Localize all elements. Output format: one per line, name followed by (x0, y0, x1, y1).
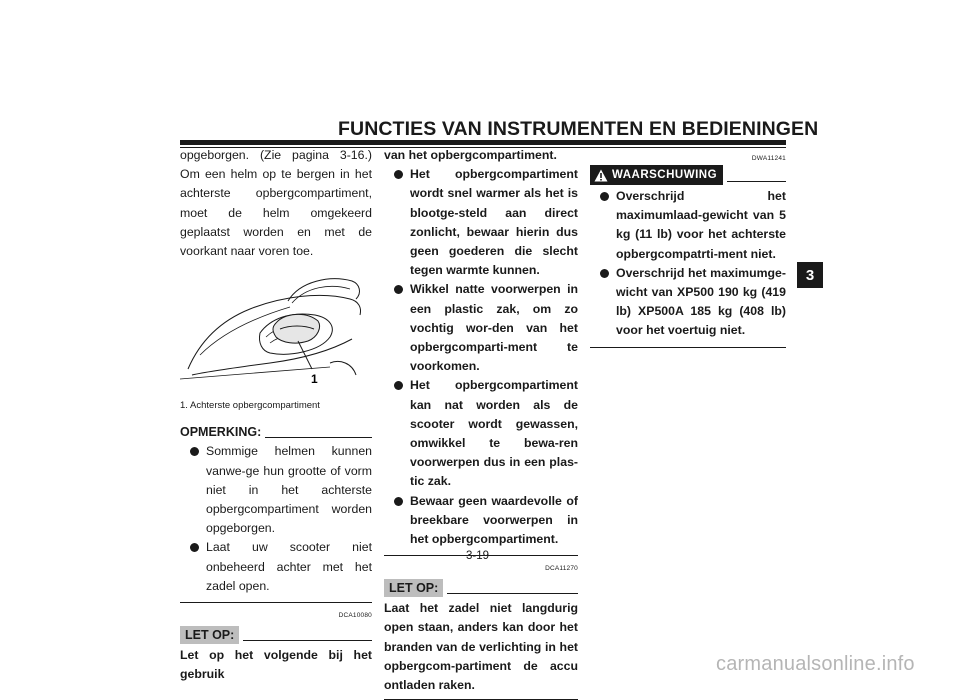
caution-code: DCA10080 (338, 612, 372, 620)
warning-end-rule (590, 347, 786, 348)
page-title: FUNCTIES VAN INSTRUMENTEN EN BEDIENINGEN (338, 118, 819, 140)
list-item: Laat uw scooter niet onbeheerd achter met het zadel open. (180, 538, 372, 596)
note-rule (265, 437, 372, 438)
bullet-icon (394, 497, 403, 506)
caution-text: Laat het zadel niet langdurig open staan, anders kan door het branden van de verlichting in het opbergcom-partiment de accu ontladen raken. (384, 601, 578, 693)
column-3 (590, 146, 786, 348)
bullet-icon (394, 285, 403, 294)
note-list (180, 442, 372, 596)
warning-list (590, 187, 786, 341)
list-item: Het opbergcompartiment kan nat worden als de scooter wordt gewassen, omwikkel te bewa-ren voorwerpen dus in een plas-tic zak. (384, 376, 578, 491)
figure-callout: 1 (311, 372, 318, 387)
warning-triangle-icon (594, 169, 608, 182)
caution-heading (180, 626, 372, 644)
figure-caption: 1. Achterste opbergcompartiment (180, 400, 320, 412)
warning-rule (727, 181, 786, 182)
caution-heading (384, 579, 578, 597)
caution-continuation: van het opbergcompartiment. (384, 148, 557, 162)
list-item: Sommige helmen kunnen vanwe-ge hun grootte of vorm niet in het achterste opbergcompartiment worden opgeborgen. (180, 442, 372, 538)
chapter-tab: 3 (797, 262, 823, 288)
storage-figure (180, 271, 372, 391)
warning-code: DWA11241 (751, 155, 786, 162)
bullet-icon (600, 192, 609, 201)
note-end-rule (180, 602, 372, 603)
caution-code: DCA11270 (545, 565, 578, 573)
watermark: carmanualsonline.info (716, 653, 915, 675)
header-rule (180, 140, 786, 145)
caution-text: Let op het volgende bij het gebruik (180, 648, 372, 682)
intro-paragraph: opgeborgen. (Zie pagina 3-16.) Om een helm op te bergen in het achterste opbergcompartiment, moet de helm omgekeerd geplaatst worden en met de voorkant naar voren toe. (180, 148, 372, 259)
list-item: Het opbergcompartiment wordt snel warmer als het is blootge-steld aan direct zonlicht, bewaar hierin dus geen goederen die slecht tegen warmte kunnen. (384, 165, 578, 280)
warning-label: WAARSCHUWING (612, 169, 718, 181)
caution-list (384, 165, 578, 549)
warning-heading (590, 165, 786, 185)
caution-rule (243, 640, 372, 641)
warning-badge (590, 165, 723, 185)
column-2 (384, 146, 578, 700)
caution-rule (447, 593, 578, 594)
list-item: Overschrijd het maximumlaad-gewicht van 5 kg (11 lb) voor het achterste opbergcompatrti-ment niet. (590, 187, 786, 264)
bullet-icon (394, 170, 403, 179)
bullet-icon (600, 269, 609, 278)
caution-label: LET OP: (384, 579, 443, 597)
note-heading (180, 423, 372, 442)
page-number: 3-19 (466, 550, 490, 562)
list-item: Overschrijd het maximumge-wicht van XP500 190 kg (419 lb) XP500A 185 kg (408 lb) voor het voertuig niet. (590, 264, 786, 341)
note-label: OPMERKING: (180, 425, 262, 440)
caution-label: LET OP: (180, 626, 239, 644)
column-1 (180, 146, 372, 684)
bullet-icon (190, 447, 199, 456)
seat-storage-illustration (180, 271, 372, 391)
bullet-icon (394, 381, 403, 390)
list-item: Wikkel natte voorwerpen in een plastic zak, om zo vochtig wor-den van het opbergcomparti-ment te voorkomen. (384, 280, 578, 376)
bullet-icon (190, 543, 199, 552)
list-item: Bewaar geen waardevolle of breekbare voorwerpen in het opbergcompartiment. (384, 492, 578, 550)
